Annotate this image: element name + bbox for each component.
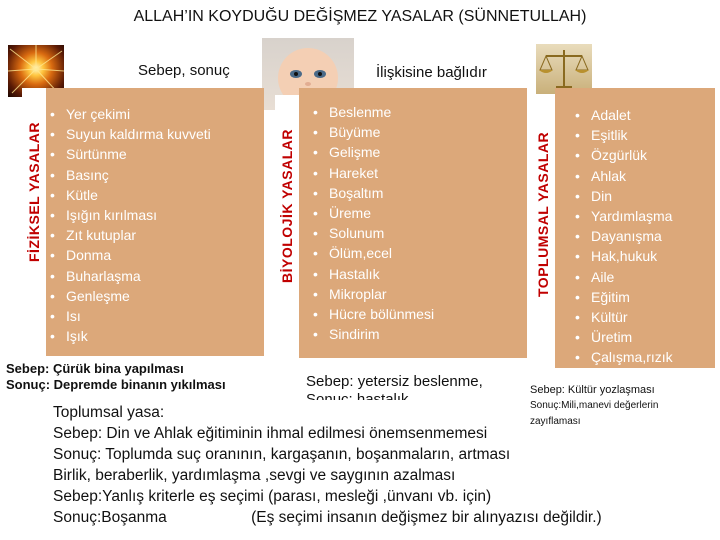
list-item: • Genleşme — [50, 286, 264, 306]
social-note-cause: Sebep: Kültür yozlaşması — [530, 384, 655, 396]
list-item: • Aile — [575, 267, 715, 287]
physical-note — [6, 361, 226, 393]
list-item: • Dayanışma — [575, 226, 715, 246]
list-item: • Hareket — [313, 163, 527, 183]
physical-laws-panel — [46, 88, 264, 356]
physical-laws-list — [46, 88, 264, 346]
biological-note-cause: Sebep: yetersiz beslenme, — [306, 373, 483, 390]
social-note — [526, 380, 720, 432]
list-item: • Hücre bölünmesi — [313, 304, 527, 324]
list-item: • Sürtünme — [50, 144, 264, 164]
social-laws-list — [555, 88, 715, 368]
bottom-line: Sebep:Yanlış kriterle eş seçimi (parası, mesleği ,ünvanı vb. için) — [53, 488, 492, 505]
bottom-line: Toplumsal yasa: — [53, 404, 165, 421]
list-item: • Yardımlaşma — [575, 206, 715, 226]
social-laws-label: TOPLUMSAL YASALAR — [535, 131, 551, 297]
list-item: • Büyüme — [313, 122, 527, 142]
bottom-line: Sonuç: Toplumda suç oranının, kargaşanın, boşanmaların, artması — [53, 446, 511, 463]
list-item: • Işık — [50, 326, 264, 346]
biological-laws-label: BİYOLOJİK YASALAR — [279, 129, 295, 283]
list-item: • Gelişme — [313, 142, 527, 162]
bottom-line: Birlik, beraberlik, yardımlaşma ,sevgi ve saygının azalması — [53, 467, 456, 484]
list-item: • Yer çekimi — [50, 104, 264, 124]
list-item: • Mikroplar — [313, 284, 527, 304]
physical-laws-label-band — [22, 88, 46, 296]
list-item: • Özgürlük — [575, 145, 715, 165]
biological-laws-panel — [299, 88, 527, 358]
page-title: ALLAH’IN KOYDUĞU DEĞİŞMEZ YASALAR (SÜNNETULLAH) — [133, 8, 587, 25]
right-subtitle: İlişkisine bağlıdır — [376, 64, 487, 81]
biological-laws-label-band — [275, 95, 299, 317]
list-item: • Isı — [50, 306, 264, 326]
list-item: • Üretim — [575, 327, 715, 347]
list-item: • Eğitim — [575, 287, 715, 307]
biological-laws-list — [299, 88, 527, 344]
physical-laws-label: FİZİKSEL YASALAR — [26, 122, 42, 262]
bottom-last-left: Sonuç:Boşanma — [53, 509, 167, 526]
list-item: • Hastalık — [313, 264, 527, 284]
list-item: • Adalet — [575, 105, 715, 125]
list-item: • Buharlaşma — [50, 266, 264, 286]
list-item: • Çalışma,rızık — [575, 347, 715, 367]
list-item: • Basınç — [50, 165, 264, 185]
list-item: • Hak,hukuk — [575, 246, 715, 266]
list-item: • Zıt kutuplar — [50, 225, 264, 245]
social-note-effect-cont: zayıflaması — [530, 416, 581, 427]
list-item: • Kültür — [575, 307, 715, 327]
bottom-line: Sebep: Din ve Ahlak eğitiminin ihmal edilmesi önemsenmemesi — [53, 425, 488, 442]
left-subtitle: Sebep, sonuç — [138, 62, 230, 79]
social-laws-panel — [555, 88, 715, 368]
list-item: • Donma — [50, 245, 264, 265]
bottom-line-last — [53, 507, 703, 528]
list-item: • Kütle — [50, 185, 264, 205]
list-item: • Suyun kaldırma kuvveti — [50, 124, 264, 144]
scales-of-justice-photo — [536, 44, 592, 94]
list-item: • Ölüm,ecel — [313, 243, 527, 263]
social-note-effect: Sonuç:Mili,manevi değerlerin — [530, 400, 659, 411]
list-item: • Eşitlik — [575, 125, 715, 145]
physical-note-cause: Sebep: Çürük bina yapılması — [6, 361, 184, 376]
list-item: • Din — [575, 186, 715, 206]
list-item: • Solunum — [313, 223, 527, 243]
physical-note-effect: Sonuç: Depremde binanın yıkılması — [6, 377, 226, 392]
list-item: • Boşaltım — [313, 183, 527, 203]
list-item: • Beslenme — [313, 102, 527, 122]
list-item: • Üreme — [313, 203, 527, 223]
bottom-last-right: (Eş seçimi insanın değişmez bir alınyazısı değildir.) — [251, 509, 602, 526]
list-item: • Sindirim — [313, 324, 527, 344]
list-item: • Işığın kırılması — [50, 205, 264, 225]
social-laws-label-band — [531, 95, 555, 333]
list-item: • Ahlak — [575, 166, 715, 186]
